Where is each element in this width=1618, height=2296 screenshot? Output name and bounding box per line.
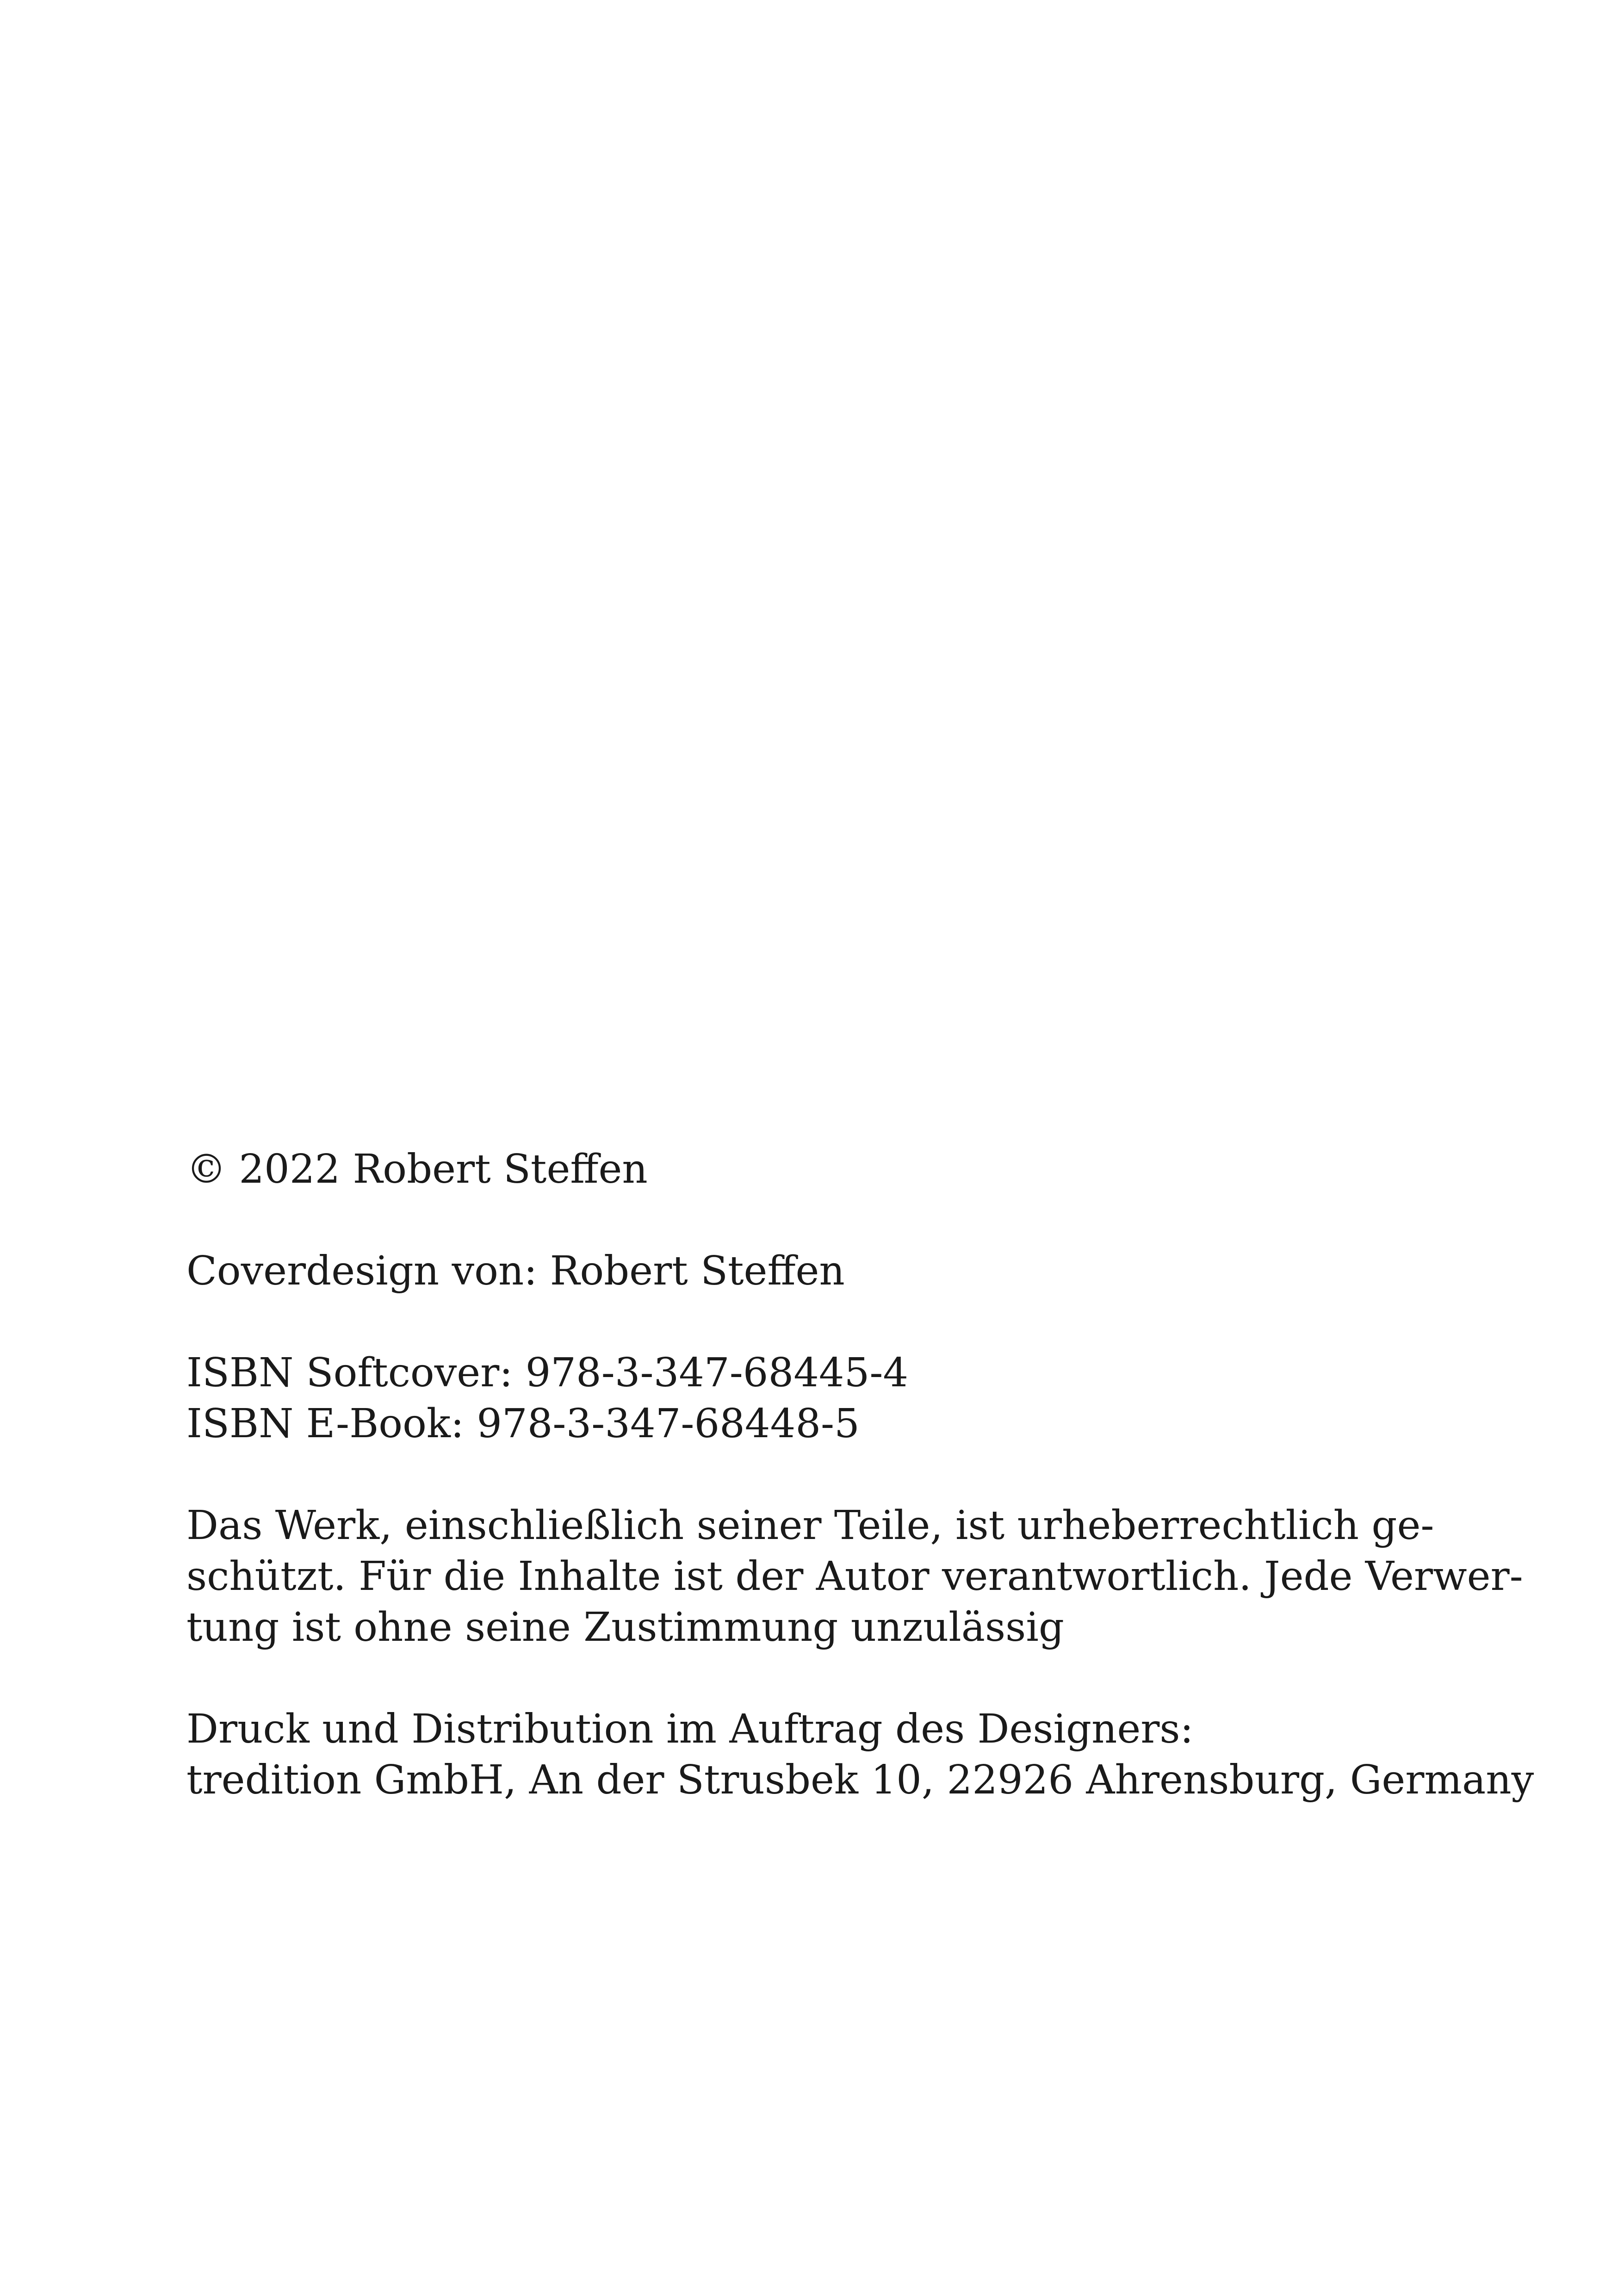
isbn-ebook: ISBN E-Book: 978-3-347-68448-5 bbox=[186, 1401, 860, 1447]
isbn-softcover: ISBN Softcover: 978-3-347-68445-4 bbox=[186, 1350, 909, 1396]
cover-credit bbox=[186, 1246, 1482, 1297]
distribution-line-1: Druck und Distribution im Auftrag des Designers: bbox=[186, 1706, 1194, 1752]
copyright-line: © 2022 Robert Steffen bbox=[186, 1146, 648, 1192]
rights-line-1: Das Werk, einschließlich seiner Teile, ist urheberrechtlich ge- bbox=[186, 1502, 1434, 1549]
cover-credit-line: Coverdesign von: Robert Steffen bbox=[186, 1248, 845, 1294]
copyright-notice bbox=[186, 1144, 1482, 1195]
distribution-notice bbox=[186, 1704, 1534, 1806]
rights-line-2: schützt. Für die Inhalte ist der Autor verantwortlich. Jede Verwer- bbox=[186, 1553, 1523, 1600]
isbn-block bbox=[186, 1347, 1482, 1449]
rights-line-3: tung ist ohne seine Zustimmung unzulässig bbox=[186, 1604, 1064, 1651]
imprint-block bbox=[186, 1144, 1534, 1856]
distribution-line-2: tredition GmbH, An der Strusbek 10, 22926 Ahrensburg, Germany bbox=[186, 1757, 1534, 1803]
rights-notice bbox=[186, 1500, 1523, 1653]
